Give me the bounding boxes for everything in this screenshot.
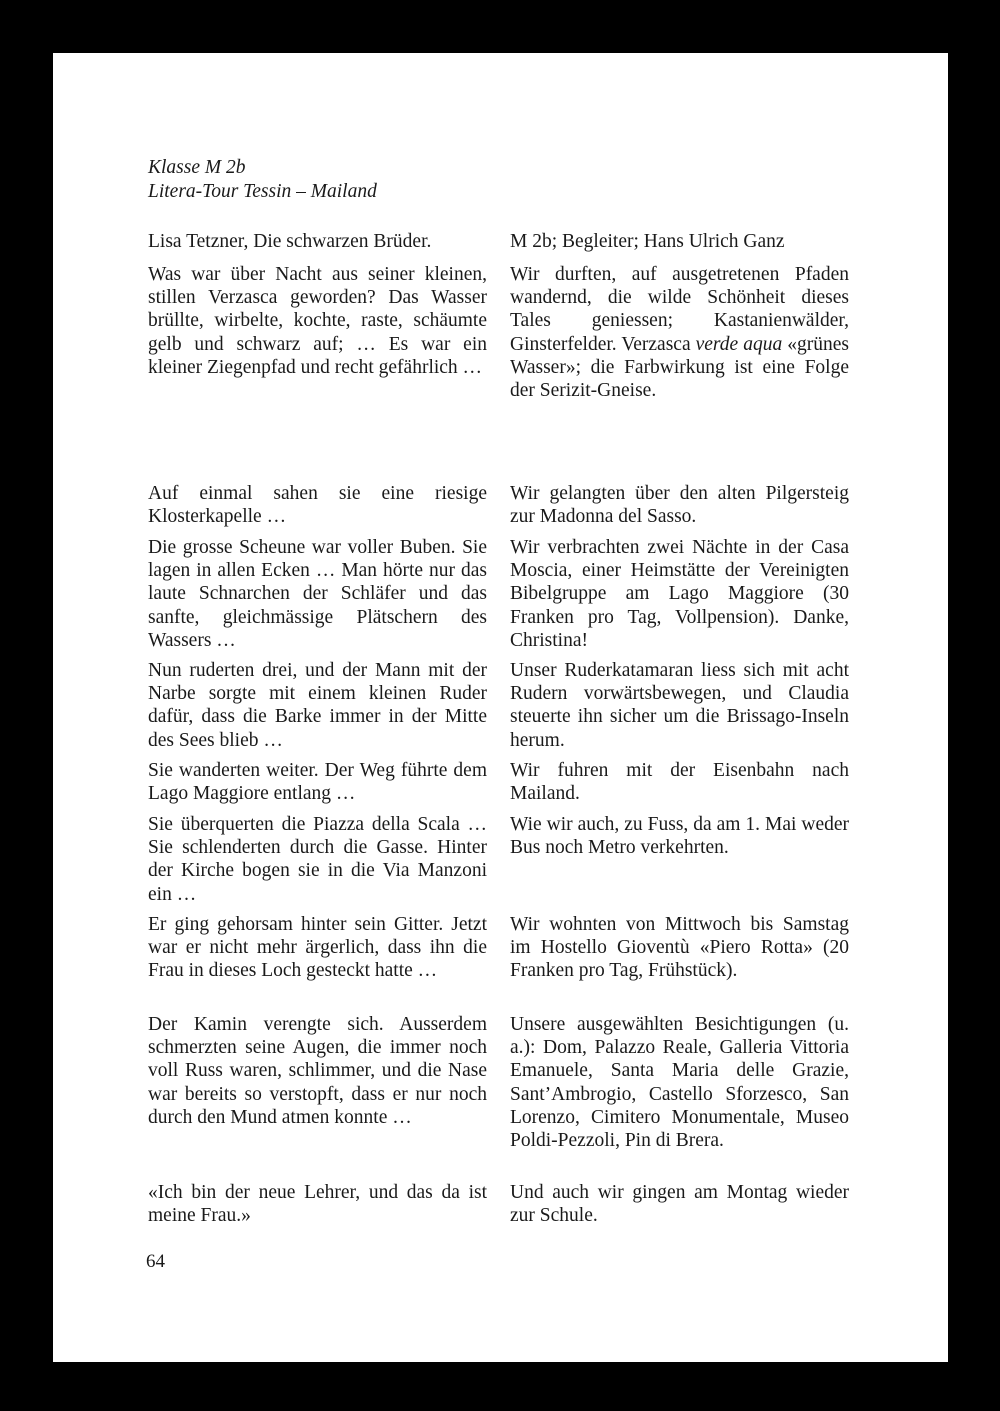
paragraph: Wir durften, auf ausgetretenen Pfaden wandernd, die wilde Schönheit dieses Tales geniessen; Kastanienwälder, Ginsterfelder. Verzasca verde aqua «grünes Wasser»; die Farbwirkung ist eine Folge der Serizit-Gneise. xyxy=(510,264,849,402)
paragraph: Auf einmal sahen sie eine riesige Klosterkapelle … xyxy=(148,483,487,528)
paragraph: Unsere ausgewählten Besichtigungen (u. a.): Dom, Palazzo Reale, Galleria Vittoria Emanuele, Santa Maria delle Grazie, Sant’Ambrogio, Castello Sforzesco, San Lorenzo, Cimitero Monumentale, Museo Poldi-Pezzoli, Pin di Brera. xyxy=(510,1014,849,1152)
section-heading xyxy=(148,156,377,204)
paragraph: Nun ruderten drei, und der Mann mit der Narbe sorgte mit einem kleinen Ruder dafür, dass die Barke immer in der Mitte des Sees blieb … xyxy=(148,660,487,751)
paragraph: Die grosse Scheune war voller Buben. Sie lagen in allen Ecken … Man hörte nur das laute Schnarchen der Schläfer und das sanfte, gleichmässige Plätschern des Wassers … xyxy=(148,537,487,651)
paragraph: Unser Ruderkatamaran liess sich mit acht Rudern vorwärtsbewegen, und Claudia steuerte ihn sicher um die Brissago-Inseln herum. xyxy=(510,660,849,751)
paragraph: Lisa Tetzner, Die schwarzen Brüder. xyxy=(148,231,432,252)
paragraph: Was war über Nacht aus seiner kleinen, stillen Verzasca geworden? Das Wasser brüllte, wirbelte, kochte, raste, schäumte gelb und schwarz auf; … Es war ein kleiner Ziegenpfad und recht gefährlich … xyxy=(148,264,487,378)
paragraph: Wir fuhren mit der Eisenbahn nach Mailand. xyxy=(510,760,849,805)
paragraph: Er ging gehorsam hinter sein Gitter. Jetzt war er nicht mehr ärgerlich, dass ihn die Frau in dieses Loch gesteckt hatte … xyxy=(148,914,487,982)
document-page xyxy=(53,53,948,1362)
paragraph: «Ich bin der neue Lehrer, und das da ist meine Frau.» xyxy=(148,1182,487,1227)
paragraph: Wir verbrachten zwei Nächte in der Casa Moscia, einer Heimstätte der Vereinigten Bibelgruppe am Lago Maggiore (30 Franken pro Tag, Vollpension). Danke, Christina! xyxy=(510,537,849,651)
class-title: Klasse M 2b xyxy=(148,157,246,178)
paragraph: Wir gelangten über den alten Pilgersteig zur Madonna del Sasso. xyxy=(510,483,849,528)
italic-phrase: verde aqua xyxy=(695,333,783,355)
tour-title: Litera-Tour Tessin – Mailand xyxy=(148,181,377,202)
paragraph: Wie wir auch, zu Fuss, da am 1. Mai weder Bus noch Metro verkehrten. xyxy=(510,814,849,859)
page-number: 64 xyxy=(146,1251,165,1272)
paragraph: Wir wohnten von Mittwoch bis Samstag im Hostello Gioventù «Piero Rotta» (20 Franken pro Tag, Frühstück). xyxy=(510,914,849,982)
paragraph: Und auch wir gingen am Montag wieder zur Schule. xyxy=(510,1182,849,1227)
paragraph: Sie wanderten weiter. Der Weg führte dem Lago Maggiore entlang … xyxy=(148,760,487,805)
paragraph: Der Kamin verengte sich. Ausserdem schmerzten seine Augen, die immer noch voll Russ waren, schlimmer, und die Nase war bereits so verstopft, dass er nur noch durch den Mund atmen konnte … xyxy=(148,1014,487,1128)
paragraph: Sie überquerten die Piazza della Scala … Sie schlenderten durch die Gasse. Hinter der Kirche bogen sie in die Via Manzoni ein … xyxy=(148,814,487,905)
paragraph: M 2b; Begleiter; Hans Ulrich Ganz xyxy=(510,231,785,252)
